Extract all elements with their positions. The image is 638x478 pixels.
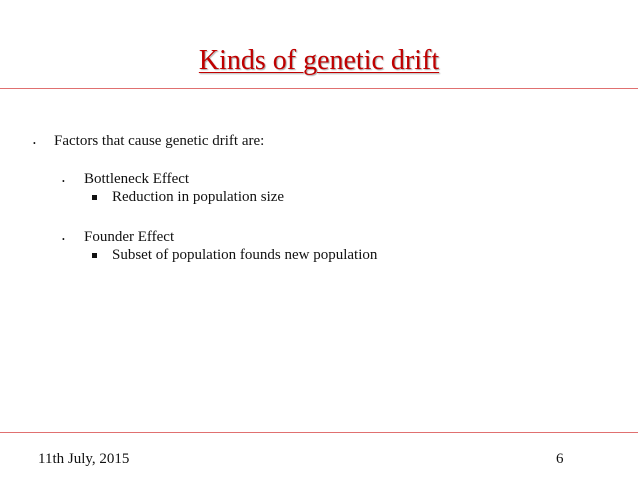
page-number: 6	[556, 451, 564, 467]
bullet-level1-text: Factors that cause genetic drift are:	[54, 133, 265, 149]
square-bullet-icon	[92, 195, 97, 200]
bullet-icon	[62, 231, 65, 249]
square-bullet-icon	[92, 253, 97, 258]
footer-divider	[0, 432, 638, 433]
bullet-icon	[33, 135, 36, 153]
bullet-item-label: Founder Effect	[84, 229, 175, 245]
bullet-item-label: Bottleneck Effect	[84, 171, 190, 187]
bullet-icon	[62, 173, 65, 191]
slide-title: Kinds of genetic drift	[198, 45, 440, 76]
bullet-item-sub: Subset of population founds new population	[112, 247, 378, 263]
footer-date: 11th July, 2015	[38, 451, 130, 467]
bullet-item-sub: Reduction in population size	[112, 189, 285, 205]
